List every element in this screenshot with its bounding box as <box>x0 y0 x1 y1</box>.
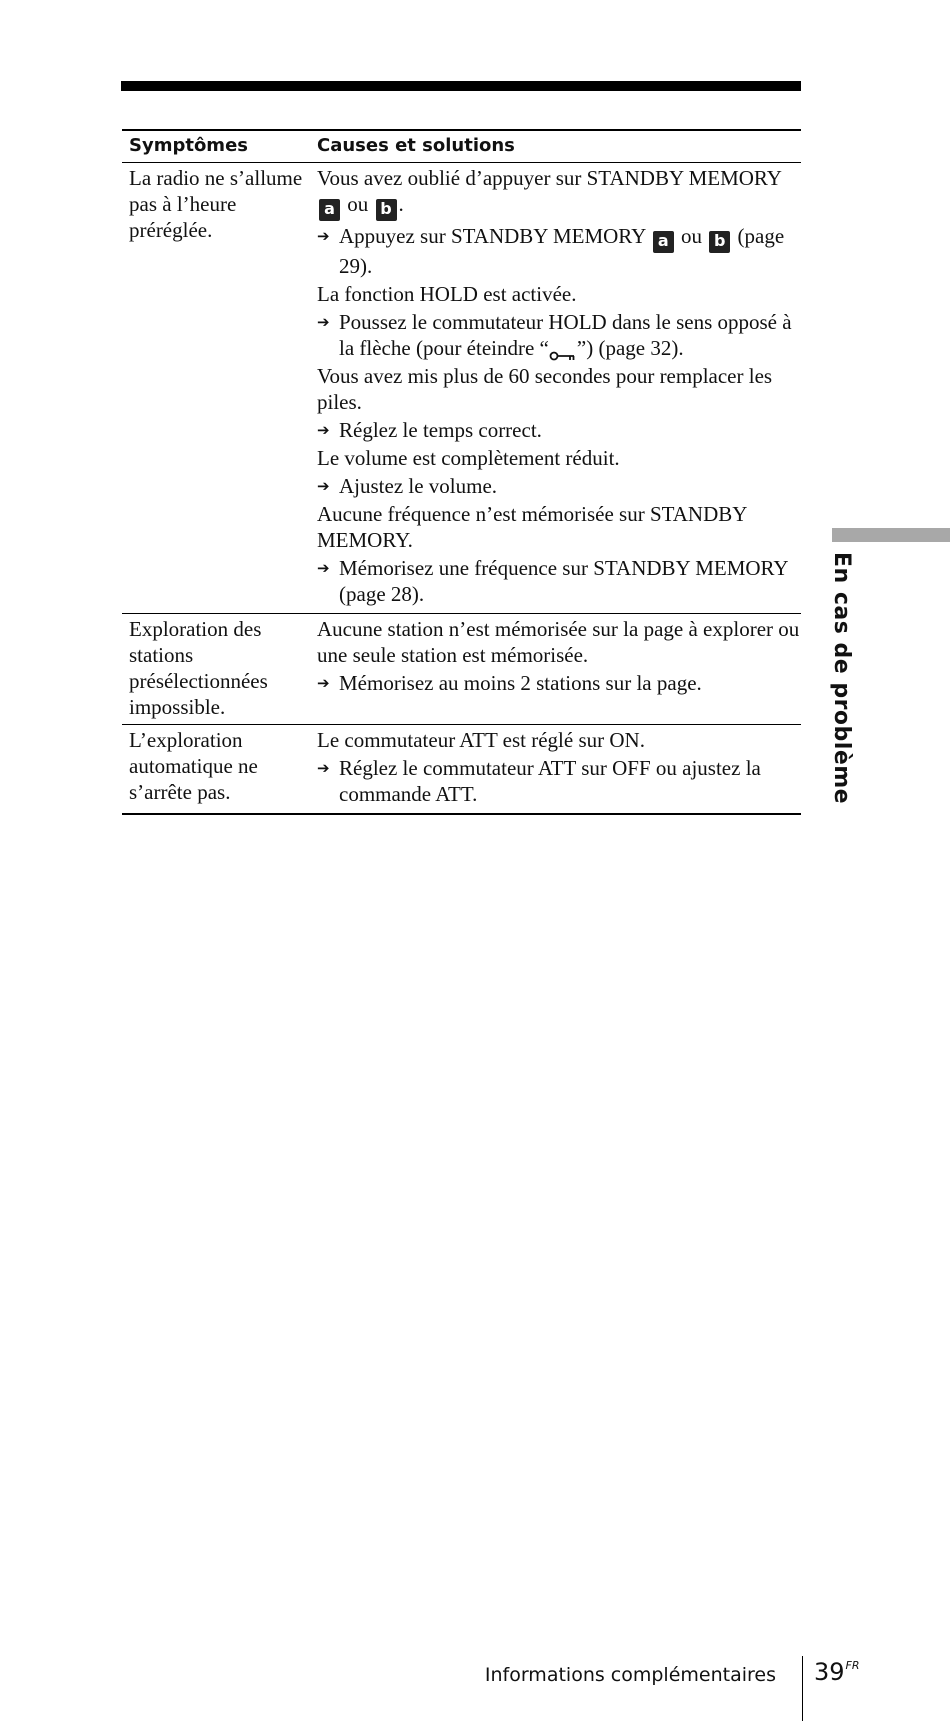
solution-text-part: (page 29). <box>339 224 785 278</box>
solution-text-part: Appuyez sur STANDBY MEMORY <box>339 224 646 248</box>
cause-text: Aucune fréquence n’est mémorisée sur STANDBY MEMORY. <box>317 502 747 552</box>
header-symptoms: Symptômes <box>122 130 310 163</box>
key-icon <box>549 343 577 357</box>
symptom-cell: La radio ne s’allume pas à l’heure préréglée. <box>122 163 310 614</box>
arrow-right-icon: ➔ <box>317 477 330 495</box>
page-number <box>814 1658 860 1686</box>
symptom-cell: L’exploration automatique ne s’arrête pas. <box>122 725 310 815</box>
solution-item <box>317 755 801 807</box>
solution-item <box>317 309 801 361</box>
table-row <box>122 163 801 614</box>
key-a-icon: a <box>653 231 674 253</box>
cause-text: Vous avez mis plus de 60 secondes pour remplacer les piles. <box>317 364 773 414</box>
cause-text <box>317 165 801 221</box>
page-language-suffix: FR <box>845 1659 860 1672</box>
cause-text: Le volume est complètement réduit. <box>317 446 620 470</box>
key-a-icon: a <box>319 199 340 221</box>
causes-cell <box>310 725 801 815</box>
solution-text-part: ou <box>681 224 703 248</box>
symptom-cell: Exploration des stations présélectionnées impossible. <box>122 614 310 725</box>
solution-text <box>339 309 801 361</box>
cause-text-part: ou <box>347 192 369 216</box>
arrow-right-icon: ➔ <box>317 559 330 577</box>
key-b-icon: b <box>376 199 397 221</box>
page-number-value: 39 <box>814 1658 845 1686</box>
solution-text <box>339 223 801 279</box>
key-b-icon: b <box>709 231 730 253</box>
arrow-right-icon: ➔ <box>317 674 330 692</box>
solution-item <box>317 223 801 279</box>
solution-text: Mémorisez au moins 2 stations sur la page. <box>339 671 702 695</box>
solution-item <box>317 473 801 499</box>
cause-text: Le commutateur ATT est réglé sur ON. <box>317 728 645 752</box>
solution-text: Réglez le commutateur ATT sur OFF ou ajustez la commande ATT. <box>339 756 761 806</box>
cause-text-part: . <box>398 192 404 216</box>
solution-text: Réglez le temps correct. <box>339 418 542 442</box>
solution-item <box>317 670 801 696</box>
table-row <box>122 614 801 725</box>
causes-cell <box>310 614 801 725</box>
header-causes: Causes et solutions <box>310 130 801 163</box>
causes-cell <box>310 163 801 614</box>
solution-text: Ajustez le volume. <box>339 474 498 498</box>
top-rule <box>121 81 801 91</box>
side-section-title: En cas de problème <box>829 552 854 805</box>
solution-text-part: Poussez le commutateur HOLD dans le sens opposé à la flèche (pour éteindre “ <box>339 310 792 360</box>
cause-text-part: Vous avez oublié d’appuyer sur STANDBY MEMORY <box>317 166 782 190</box>
table-header-row <box>122 130 801 163</box>
side-tab-marker <box>832 528 950 542</box>
footer-section-label: Informations complémentaires <box>484 1664 776 1686</box>
arrow-right-icon: ➔ <box>317 313 330 331</box>
arrow-right-icon: ➔ <box>317 759 330 777</box>
troubleshooting-table <box>122 129 801 815</box>
solution-item <box>317 555 801 607</box>
arrow-right-icon: ➔ <box>317 227 330 245</box>
solution-text: Mémorisez une fréquence sur STANDBY MEMORY (page 28). <box>339 556 788 606</box>
solution-item <box>317 417 801 443</box>
cause-text: Aucune station n’est mémorisée sur la page à explorer ou une seule station est mémorisée. <box>317 617 800 667</box>
table-row <box>122 725 801 815</box>
solution-text-part: ”) (page 32). <box>576 336 684 360</box>
cause-text: La fonction HOLD est activée. <box>317 282 577 306</box>
footer-divider <box>802 1656 803 1721</box>
arrow-right-icon: ➔ <box>317 421 330 439</box>
